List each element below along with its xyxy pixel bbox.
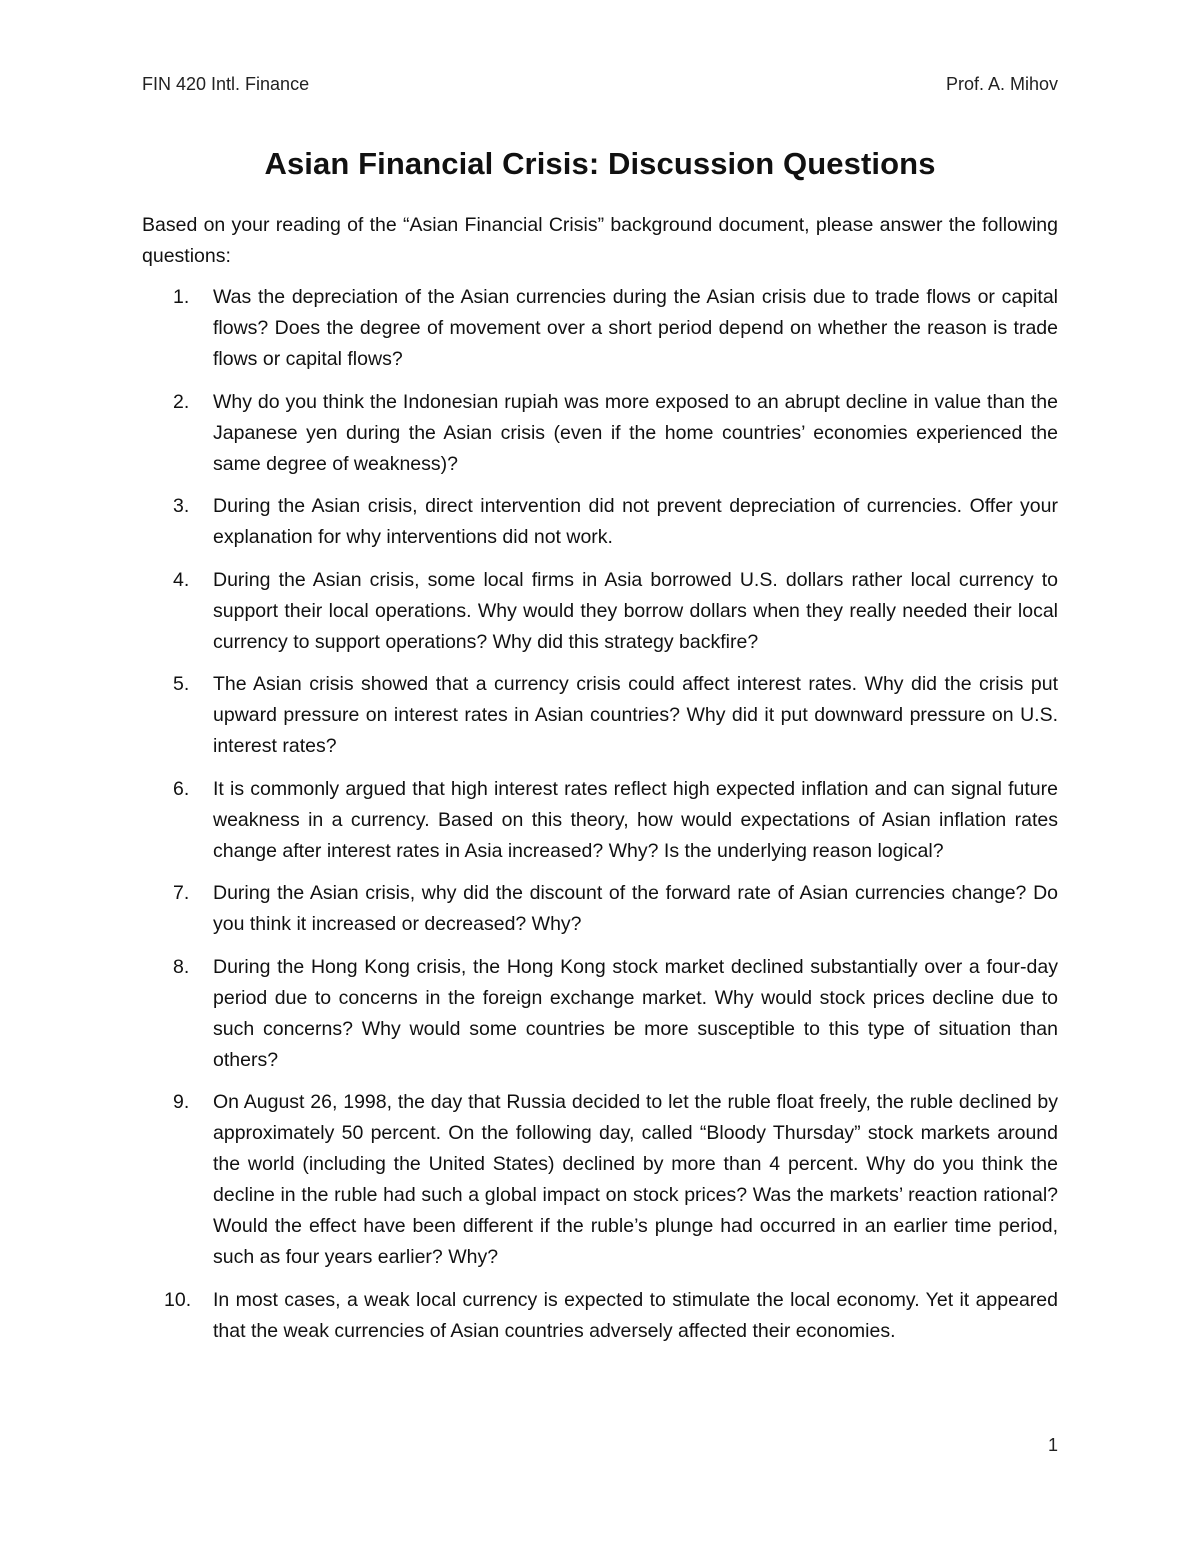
question-text: During the Hong Kong crisis, the Hong Kong stock market declined substantially over a four-day period due to concerns in the foreign exchange market. Why would stock prices decline due to such concerns? Why would some countries be more susceptible to this type of situation than others?: [213, 955, 1058, 1071]
question-text: On August 26, 1998, the day that Russia decided to let the ruble float freely, the ruble declined by approximately 50 percent. On the following day, called “Bloody Thursday” stock markets around the world (including the United States) declined by more than 4 percent. Why do you think the decline in the ruble had such a global impact on stock prices? Was the markets’ reaction rational? Would the effect have been different if the ruble’s plunge had occurred in an earlier time period, such as four years earlier? Why?: [213, 1091, 1058, 1268]
question-text: The Asian crisis showed that a currency crisis could affect interest rates. Why did the crisis put upward pressure on interest rates in Asian countries? Why did it put downward pressure on U.S. interest rates?: [213, 673, 1058, 757]
question-text: During the Asian crisis, why did the discount of the forward rate of Asian currencies change? Do you think it increased or decreased? Why?: [213, 882, 1058, 935]
question-number: 10.: [164, 1288, 192, 1311]
question-item: [142, 565, 1058, 658]
page-title: Asian Financial Crisis: Discussion Questions: [264, 146, 936, 181]
question-number: 9.: [173, 1091, 190, 1113]
question-item: [142, 669, 1058, 762]
question-item: [142, 1087, 1058, 1273]
question-number: 8.: [173, 955, 190, 978]
question-item: [142, 387, 1058, 480]
question-item: [142, 282, 1058, 375]
intro-paragraph: Based on your reading of the “Asian Financial Crisis” background document, please answer the following questions:: [142, 214, 1058, 267]
question-number: 5.: [173, 673, 190, 695]
question-text: It is commonly argued that high interest rates reflect high expected inflation and can signal future weakness in a currency. Based on this theory, how would expectations of Asian inflation rates change after interest rates in Asia increased? Why? Is the underlying reason logical?: [213, 777, 1058, 862]
question-text: During the Asian crisis, direct intervention did not prevent depreciation of currencies. Offer your explanation for why interventions did not work.: [213, 495, 1058, 548]
question-item: [142, 878, 1058, 940]
question-text: Was the depreciation of the Asian currencies during the Asian crisis due to trade flows or capital flows? Does the degree of movement over a short period depend on whether the reason is trade flows or capital flows?: [213, 286, 1058, 370]
question-text: During the Asian crisis, some local firms in Asia borrowed U.S. dollars rather local currency to support their local operations. Why would they borrow dollars when they really needed their local currency to support operations? Why did this strategy backfire?: [213, 568, 1058, 653]
question-number: 1.: [173, 286, 190, 308]
question-number: 7.: [173, 882, 190, 904]
header-instructor: Prof. A. Mihov: [945, 74, 1058, 94]
question-item: [142, 774, 1058, 867]
question-number: 4.: [173, 568, 190, 591]
question-number: 2.: [173, 390, 190, 413]
question-item: [142, 952, 1058, 1076]
header-course: FIN 420 Intl. Finance: [142, 74, 310, 94]
question-number: 6.: [173, 777, 190, 800]
question-number: 3.: [173, 495, 190, 517]
question-item: [142, 491, 1058, 553]
question-text: In most cases, a weak local currency is expected to stimulate the local economy. Yet it appeared that the weak currencies of Asian countries adversely affected their economies.: [213, 1288, 1058, 1342]
page-number: 1: [1047, 1435, 1058, 1455]
question-item: [142, 1285, 1058, 1347]
question-list: [142, 282, 1058, 1358]
question-text: Why do you think the Indonesian rupiah was more exposed to an abrupt decline in value than the Japanese yen during the Asian crisis (even if the home countries’ economies experienced the same degree of weakness)?: [213, 390, 1058, 475]
